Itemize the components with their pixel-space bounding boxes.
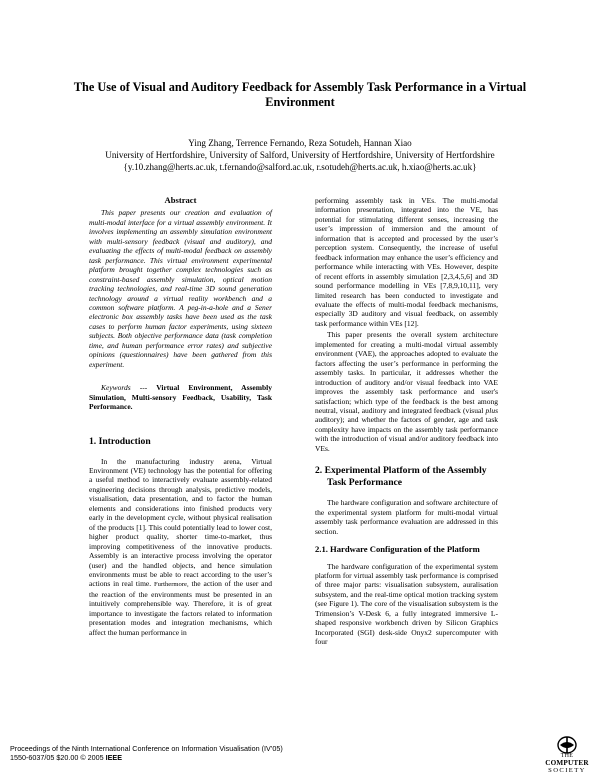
section-2-paragraph: The hardware configuration and software architecture of the experimental system platform for multi-modal virtual assembly task performance evaluation are addressed in this section. — [315, 498, 498, 536]
intro2-text-b: auditory); and whether the factors of gender, age and task complexity have impacts on the assembly task performance with the introduction of visual and/or auditory feedback into VEs. — [315, 415, 498, 453]
intro-paragraph — [89, 457, 272, 638]
keywords — [89, 383, 272, 411]
section-2-heading-line1: 2. Experimental Platform of the Assembly — [315, 465, 487, 477]
computer-society-logo — [542, 736, 592, 776]
logo-line-2: COMPUTER — [545, 759, 589, 767]
author-names: Ying Zhang, Terrence Fernando, Reza Sotudeh, Hannan Xiao — [188, 138, 412, 148]
logo-line-3: SOCIETY — [548, 767, 586, 774]
footer-copyright: 1550-6037/05 $20.00 © 2005 IEEE — [10, 753, 123, 762]
footer-proceedings: Proceedings of the Ninth International Conference on Information Visualisation (IV’05) — [10, 744, 283, 753]
section-2-1-heading: 2.1. Hardware Configuration of the Platform — [315, 544, 480, 555]
keywords-list: Virtual Environment, Assembly Simulation, Multi-sensory Feedback, Usability, Task Performance. — [89, 383, 272, 412]
intro-paragraph-2 — [315, 330, 498, 453]
author-emails: {y.10.zhang@herts.ac.uk, t.fernando@salford.ac.uk, r.sotudeh@herts.ac.uk, h.xiao@herts.ac.uk} — [123, 162, 477, 172]
author-block — [40, 137, 560, 173]
footer-publisher: IEEE — [105, 753, 123, 762]
intro-furthermore: Furthermore, — [153, 581, 189, 589]
intro-text-a: In the manufacturing industry arena, Virtual Environment (VE) technology has the potential for offering a useful method to interactively evaluate assembly-related engineering decisions through analysis, predictive models, visualisation, data presentation, and to factor the human elements and considerations into finished products very early in the development cycle, without physical realisation of the products [1]. This could potentially lead to lower cost, higher product quality, shorter time-to-market, thus improving competitiveness of the innovative products. Assembly is an interactive process involving the operator (user) and the handled objects, and hence simulation environments must be able to react according to the user’s actions in real time. — [89, 456, 272, 589]
section-1-heading: 1. Introduction — [89, 435, 151, 447]
intro-text-b: the action of the user and the reaction of the environments must be presented in an intuitively comprehensible way. Therefore, it is of great importance to investigate the factors related to information presentation modes and integration mechanisms, which affect the human performance in — [89, 579, 273, 637]
section-2-1-paragraph: The hardware configuration of the experimental system platform for virtual assembly task performance is comprised of three major parts: visualisation subsystem, auralisation subsystem, and the real-time optical motion tracking system (see Figure 1). The core of the visualisation subsystem is the Trimension’s V-Desk 6, a fully integrated immersive L-shaped responsive workbench driven by Silicon Graphics Incorporated (SGI) desk-side Onyx2 supercomputer with four — [315, 561, 498, 647]
intro-continued: performing assembly task in VEs. The multi-modal information presentation, integrated into the VE, has potential for stimulating different senses, increasing the user’s impression of immersion and the amount of information that is accepted and processed by the user’s perception system. Consequently, the increase of useful feedback information may enhance the user’s efficiency and performance while interacting with VEs. However, despite of recent efforts in assembly simulation [2,3,4,5,6] and 3D sound performance modelling in VEs [7,8,9,10,11], very limited research has been conducted to investigate and evaluate the effects of multi-modal feedback mechanisms, especially 3D auditory and visual feedback, on assembly task performance within VEs [12]. — [315, 196, 498, 328]
intro2-text-a: This paper presents the overall system architecture implemented for creating a multi-modal virtual assembly environment (VAE), the approaches adopted to evaluate the factors affecting the user’s performance in performing the assembly tasks. In particular, it addresses whether the introduction of auditory and/or visual feedback into VAE improves the assembly task performance and user's satisfaction; which type of the feedback is the best among neutral, visual, auditory and integrated feedback (visual — [315, 330, 498, 415]
right-column — [315, 196, 498, 647]
left-column — [89, 196, 272, 637]
intro2-plus: plus — [485, 405, 498, 415]
paper-title: The Use of Visual and Auditory Feedback for Assembly Task Performance in a Virtual Environment — [73, 80, 527, 109]
logo-line-1: THE — [560, 753, 574, 759]
computer-society-emblem-icon — [556, 736, 578, 754]
author-affiliation: University of Hertfordshire, University of Salford, University of Hertfordshire, University of Hertfordshire — [105, 150, 495, 160]
keywords-label: Keywords --- — [101, 383, 148, 393]
section-2-heading-line2: Task Performance — [327, 477, 403, 489]
conference-footer — [10, 744, 283, 762]
abstract-text: This paper presents our creation and evaluation of multi-modal interface for a virtual assembly environment. It involves implementing an assembly simulation environment with multi-sensory feedback (visual and auditory), and evaluating the effects of multi-modal feedback on assembly task performance. This virtual environment experimental platform brought together complex technologies such as constraint-based assembly simulation, optical motion tracking technologies, and real-time 3D sound generation technology around a virtual reality workbench and a common software platform. A peg-in-a-hole and a Sener electronic box assembly tasks have been used as the task cases to perform human factor experiments, using sixteen subjects. Both objective performance data (task completion time, and human performance error rates) and subjective opinions (questionnaires) have been gathered from this experiment. — [89, 208, 272, 369]
abstract-heading: Abstract — [164, 195, 197, 205]
section-2-heading — [315, 465, 498, 489]
